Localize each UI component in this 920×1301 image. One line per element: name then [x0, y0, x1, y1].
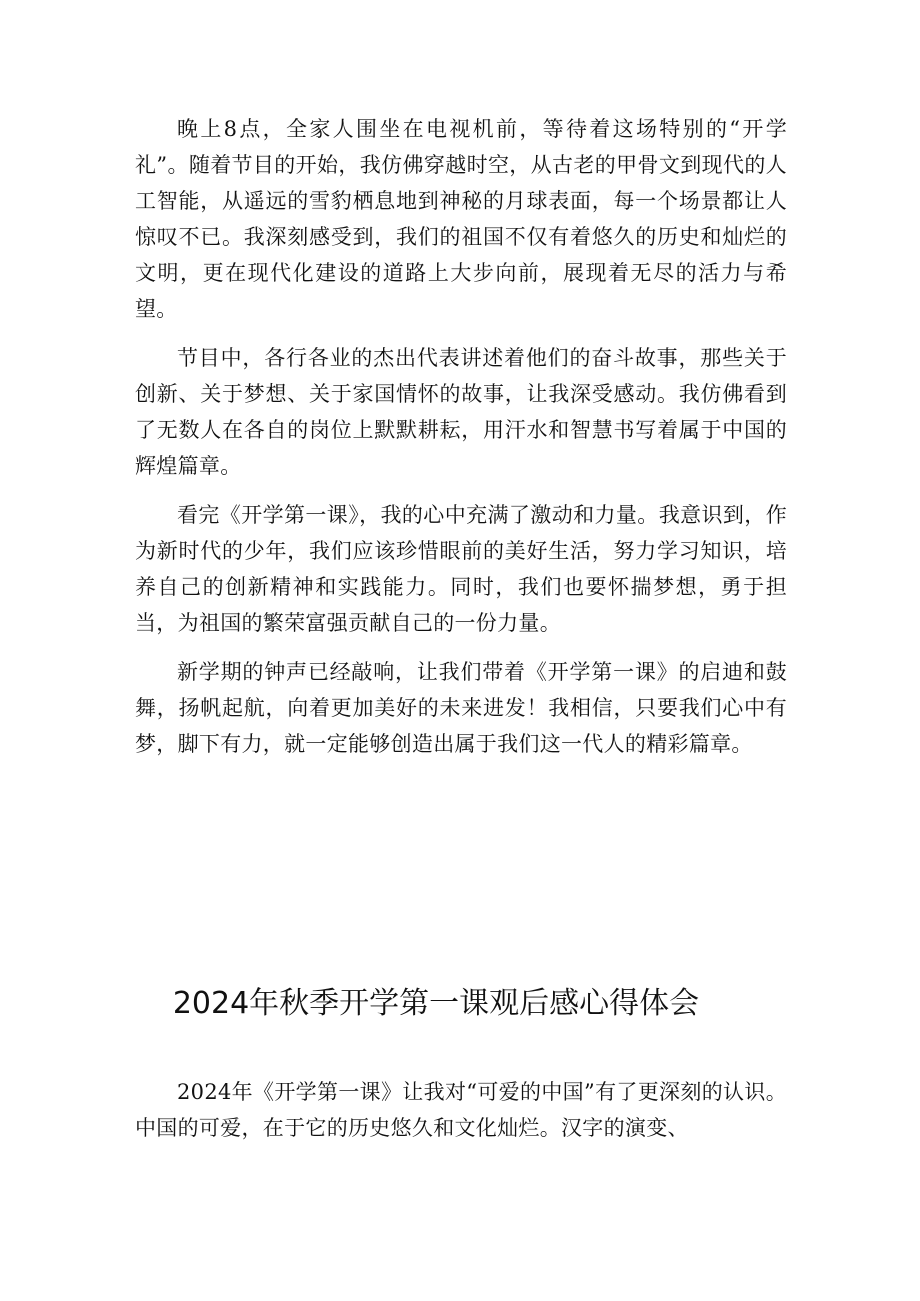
paragraph: 节目中，各行各业的杰出代表讲述着他们的奋斗故事，那些关于创新、关于梦想、关于家国情怀的故事，让我深受感动。我仿佛看到了无数人在各自的岗位上默默耕耘，用汗水和智慧书写着属于中国的辉煌篇章。 — [135, 346, 787, 478]
paragraph: 晚上8点，全家人围坐在电视机前，等待着这场特别的“开学礼”。随着节目的开始，我仿佛穿越时空，从古老的甲骨文到现代的人工智能，从遥远的雪豹栖息地到神秘的月球表面，每一个场景都让人惊叹不已。我深刻感受到，我们的祖国不仅有着悠久的历史和灿烂的文明，更在现代化建设的道路上大步向前，展现着无尽的活力与希望。 — [135, 117, 787, 321]
paragraph: 看完《开学第一课》，我的心中充满了激动和力量。我意识到，作为新时代的少年，我们应该珍惜眼前的美好生活，努力学习知识，培养自己的创新精神和实践能力。同时，我们也要怀揣梦想，勇于担当，为祖国的繁荣富强贡献自己的一份力量。 — [135, 503, 787, 635]
essay-body-top — [135, 111, 787, 775]
paragraph: 2024年《开学第一课》让我对“可爱的中国”有了更深刻的认识。中国的可爱，在于它的历史悠久和文化灿烂。汉字的演变、 — [135, 1080, 787, 1140]
section-title: 2024年秋季开学第一课观后感心得体会 — [172, 986, 700, 1021]
paragraph: 新学期的钟声已经敲响，让我们带着《开学第一课》的启迪和鼓舞，扬帆起航，向着更加美好的未来进发！我相信，只要我们心中有梦，脚下有力，就一定能够创造出属于我们这一代人的精彩篇章。 — [135, 660, 787, 756]
essay-body-bottom — [135, 1074, 787, 1159]
